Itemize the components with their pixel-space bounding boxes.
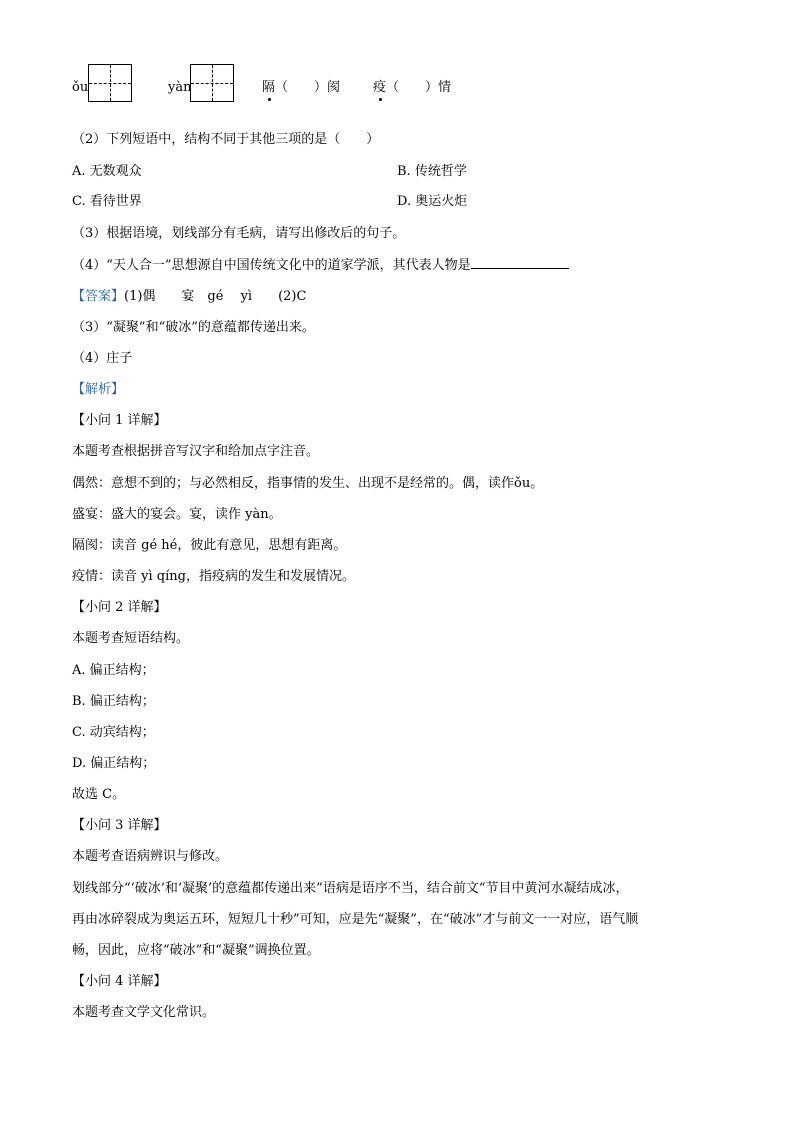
section-1-header: 【小问 1 详解】 <box>72 413 167 428</box>
section-2-line: 本题考查短语结构。 <box>72 631 190 646</box>
answer-label: 【答案】 <box>72 289 125 304</box>
writing-grid-box-1[interactable] <box>88 64 132 102</box>
section-2-line: A. 偏正结构； <box>72 663 155 678</box>
section-4-header: 【小问 4 详解】 <box>72 974 167 989</box>
section-1-line: 隔阂：读音 gé hé，彼此有意见，思想有距离。 <box>72 538 347 553</box>
section-4-line: 本题考查文学文化常识。 <box>72 1005 216 1020</box>
section-3-line: 畅，因此，应将“破冰”和“凝聚”调换位置。 <box>72 943 320 958</box>
section-2-line: D. 偏正结构； <box>72 756 156 771</box>
section-3-line: 再由冰碎裂成为奥运五环，短短几十秒”可知，应是先“凝聚”，在“破冰”才与前文一一对应，语气顺 <box>72 912 639 927</box>
answer-blank[interactable] <box>471 256 569 269</box>
item-yiqing-rest: （ ）情 <box>386 80 452 95</box>
answer-line-1 <box>72 288 306 306</box>
section-3-header: 【小问 3 详解】 <box>72 818 167 833</box>
section-2-line: C. 动宾结构； <box>72 725 155 740</box>
answer-text-1: (1)偶 宴 gé yì (2)C <box>124 289 307 304</box>
pinyin-yan: yàn <box>168 80 192 95</box>
section-3-line: 划线部分“‘破冰’和‘凝聚’的意蕴都传递出来”语病是语序不当，结合前文“节目中黄河水凝结成冰， <box>72 881 629 896</box>
section-3-line: 本题考查语病辨识与修改。 <box>72 849 229 864</box>
item-gehe-rest: （ ）阂 <box>275 80 341 95</box>
section-2-line: 故选 C。 <box>72 787 126 802</box>
answer-line-2: （3）“凝聚”和“破冰”的意蕴都传递出来。 <box>72 320 315 335</box>
question-item-gehe <box>262 79 340 97</box>
question-3-stem: （3）根据语境，划线部分有毛病，请写出修改后的句子。 <box>72 226 406 241</box>
section-1-line: 疫情：读音 yì qíng，指疫病的发生和发展情况。 <box>72 569 355 584</box>
section-1-line: 本题考查根据拼音写汉字和给加点字注音。 <box>72 444 320 459</box>
dotted-char-yi: 疫 <box>373 80 387 95</box>
section-2-line: B. 偏正结构； <box>72 694 155 709</box>
option-c: C. 看待世界 <box>72 194 142 209</box>
writing-grid-box-2[interactable] <box>190 64 234 102</box>
section-1-line: 偶然：意想不到的；与必然相反，指事情的发生、出现不是经常的。偶，读作ǒu。 <box>72 476 544 491</box>
dotted-char-ge: 隔 <box>262 80 276 95</box>
question-item-yiqing <box>373 79 451 97</box>
pinyin-ou: ǒu <box>72 80 89 95</box>
question-4-stem <box>72 256 569 275</box>
question-4-text: （4）“天人合一”思想源自中国传统文化中的道家学派，其代表人物是 <box>72 258 471 273</box>
answer-line-3: （4）庄子 <box>72 351 133 366</box>
section-2-header: 【小问 2 详解】 <box>72 600 167 615</box>
option-b: B. 传统哲学 <box>397 164 467 179</box>
option-a: A. 无数观众 <box>72 164 142 179</box>
section-1-line: 盛宴：盛大的宴会。宴，读作 yàn。 <box>72 507 282 522</box>
analysis-label: 【解析】 <box>72 382 125 397</box>
question-2-stem: （2）下列短语中，结构不同于其他三项的是（ ） <box>72 132 380 147</box>
option-d: D. 奥运火炬 <box>397 194 468 209</box>
